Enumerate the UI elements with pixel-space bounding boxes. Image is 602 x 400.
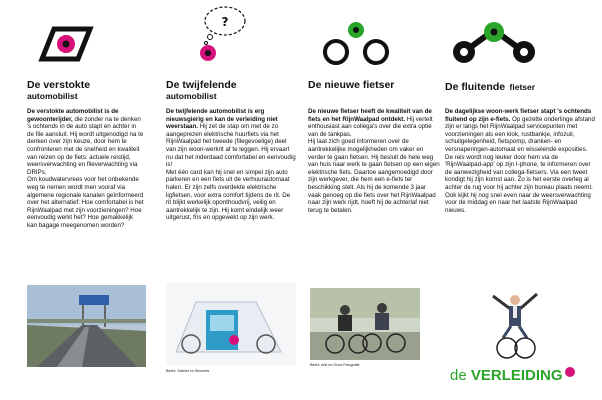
highway-photo [27,285,146,367]
column-title: De fluitende fietser [445,81,536,93]
bike-rental-machine-photo [166,282,296,366]
column-fluitende [445,0,602,400]
column-body: De dagelijkse woon-werk fietser stapt 's ochtends fluitend op zijn e-fiets. Op gezette onderlinge afstand zijn er langs het RijnWaalpad servicepunten met voorzieningen als een klok, rustbankje, infozuil, schuilgelegenheid, fietspomp, dranken- en versnaperingen-automaat en wisselende exposities. De reis wordt nog leuker door hem via de 'RijnWaalpad-app' op zijn I-phone, te informeren over de aanwezigheid van collega-fietsers. Via een tweet kondigt hij zijn komst aan. Zo is het eerste overleg al achter de rug voor hij achter zijn bureau plaats neemt. Ook kijkt hij nog snel even naar de weersverwachting voor de middag en naar het laatste RijnWaalpad nieuws. [445,108,595,214]
column-body: De nieuwe fietser heeft de kwaliteit van de fiets en het RijnWaalpad ontdekt. Hij vertelt enthousiast aan collega's over die extra optie van de tankpas. Hij laat zich goed informeren over de aantrekkelijke mogelijkheden om vaker en verder te gaan fietsen. Hij besluit de hele weg van huis naar werk te gaan fietsen op een eigen elektrische fiets. Daartoe aangemoedigd door zijn werkgever, die hem een e-fiets ter beschikking stelt. Als hij de komende 3 jaar vaak genoeg op die fiets over het RijnWaalpad naar zijn werk rijdt, hoeft hij de achterlaf niet terug te betalen. [308,108,440,214]
svg-text:?: ? [221,15,229,29]
column-verstokte [0,0,150,400]
column-title: De verstokte automobilist [27,79,91,101]
column-title: De twijfelende automobilist [166,79,237,101]
bicycle-wheels-icon [322,18,392,68]
photo-caption: Beeld: Gabriel en Stroomts [166,369,210,373]
column-body: De verstokte automobilist is de gewoonterijder, die zonder na te denken 's ochtends in de auto stapt en achter in de file aansluit. Hij wordt uitgenodigd na te denken over zijn keuze, door hem te confronteren met de snelheid en kwaliteit van reizen op de fiets: actuele reistijd, weersverwachting en fileverwachting via DRIPs. Om koudwatervrees voor het onbekende weg te nemen wordt men vooraf via algemene regionale kanalen geïnformeerd over het alternatief: Hoe comfortabel is het RijnWaalpad met zijn voorzieningen? Hoe eenvoudig werkt het? Hoe gemakkelijk kan bagage meegenomen worden? [27,108,144,229]
column-nieuwe [300,0,445,400]
jumping-businessman-photo [485,288,545,362]
brand-dot-icon [565,367,575,377]
thought-bubble-eye-icon [183,3,253,63]
column-title: De nieuwe fietser [308,79,395,91]
cyclists-photo [310,288,420,360]
car-eye-icon [38,25,94,63]
brand-logo: de VERLEIDING [450,367,575,384]
bicycle-chain-icon [452,18,537,70]
photo-caption: Beeld: Arib en Groot Fotografie [310,363,360,367]
column-twijfelende [150,0,300,400]
column-body: De twijfelende automobilist is erg nieuwsgierig en kan de verleiding niet weerstaan. Hij zet de stap om met de zo aangeprezen elektrische huurfiets via het RijnWaalpad het tweede (filegevoelige) deel van zijn woon-werkrit af te leggen. Hij ervaart nu dat het inderdaad comfortabel en eenvoudig is! Met één card kan hij snel en simpel zijn auto parkeren en een fiets uit de verhuurautomaat halen. Er zijn zelfs overdekte elektrische ligfietsen, voor extra comfort tijdens de rit. De rit blijkt werkelijk oponthoudvrij, veilig en aantrekkelijk te zijn. Hij komt eindelijk weer uitgerust, fris en opgewekt op zijn werk. [166,108,296,222]
